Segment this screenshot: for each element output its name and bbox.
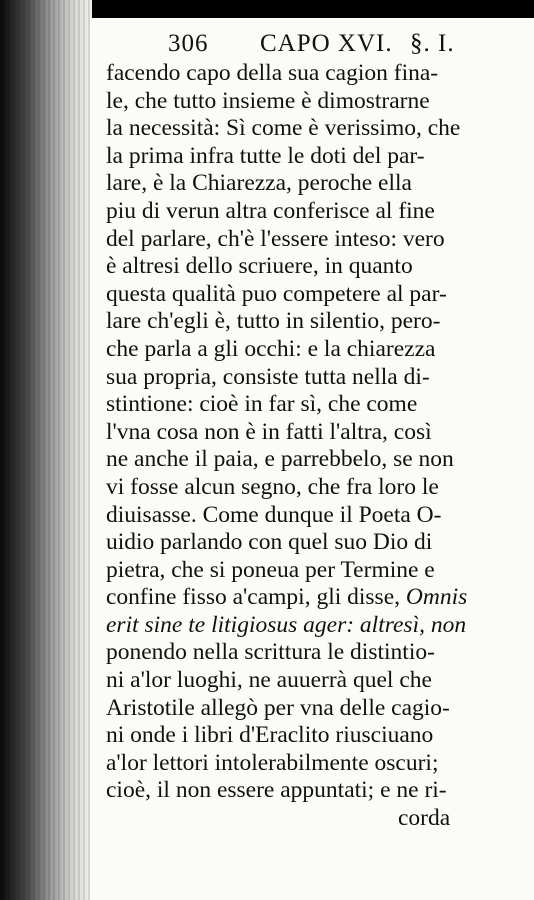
page-body-text: [106, 60, 526, 833]
text-line: ni onde i libri d'Eraclito riusciuano: [106, 722, 434, 749]
running-head: [168, 30, 524, 60]
text-line: ponendo nella scrittura le distintio-: [106, 639, 435, 666]
text-line: è altresi dello scriuere, in quanto: [106, 253, 413, 280]
text-line: Aristotile allegò per vna delle cagio-: [106, 694, 450, 721]
text-line: cioè, il non essere appuntati; e ne ri-: [106, 777, 447, 804]
text-line: [106, 584, 526, 612]
text-line: che parla a gli occhi: e la chiarezza: [106, 335, 436, 362]
text-line: la prima infra tutte le doti del par-: [106, 142, 425, 169]
text-line: lare, è la Chiarezza, peroche ella: [106, 170, 412, 197]
page-edges-texture: [0, 0, 92, 900]
text-line: le, che tutto insieme è dimostrarne: [106, 87, 430, 114]
text-line: pietra, che si poneua per Termine e: [106, 556, 435, 583]
text-line: vi fosse alcun segno, che fra loro le: [106, 473, 439, 500]
text-line: stintione: cioè in far sì, che come: [106, 391, 418, 418]
text-line-main: confine fisso a'campi, gli disse,: [106, 584, 401, 611]
text-line: del parlare, ch'è l'essere inteso: vero: [106, 225, 445, 252]
text-line: l'vna cosa non è in fatti l'altra, così: [106, 418, 432, 445]
page-number: 306: [168, 30, 209, 57]
text-line: sua propria, consiste tutta nella di-: [106, 363, 430, 390]
catchword: corda: [398, 805, 451, 832]
text-line: diuisasse. Come dunque il Poeta O-: [106, 501, 442, 528]
text-line: ne anche il paia, e parrebbelo, se non: [106, 446, 454, 473]
text-line: questa qualità puo competere al par-: [106, 280, 447, 307]
text-line: la necessità: Sì come è verissimo, che: [106, 115, 461, 142]
latin-quote: Omnis: [405, 584, 468, 611]
chapter-title: CAPO XVI.: [260, 30, 393, 57]
section-number: §. I.: [410, 30, 455, 57]
text-line: lare ch'egli è, tutto in silentio, pero-: [106, 308, 441, 335]
text-line: piu di verun altra conferisce al fine: [106, 197, 435, 224]
text-line: facendo capo della sua cagion fina-: [106, 60, 439, 86]
text-line: a'lor lettori intolerabilmente oscuri;: [106, 749, 439, 776]
latin-quote-line: erit sine te litigiosus ager: altresì, non: [106, 611, 467, 638]
text-line: uidio parlando con quel suo Dio di: [106, 529, 433, 556]
text-line: ni a'lor luoghi, ne auuerrà quel che: [106, 667, 432, 694]
